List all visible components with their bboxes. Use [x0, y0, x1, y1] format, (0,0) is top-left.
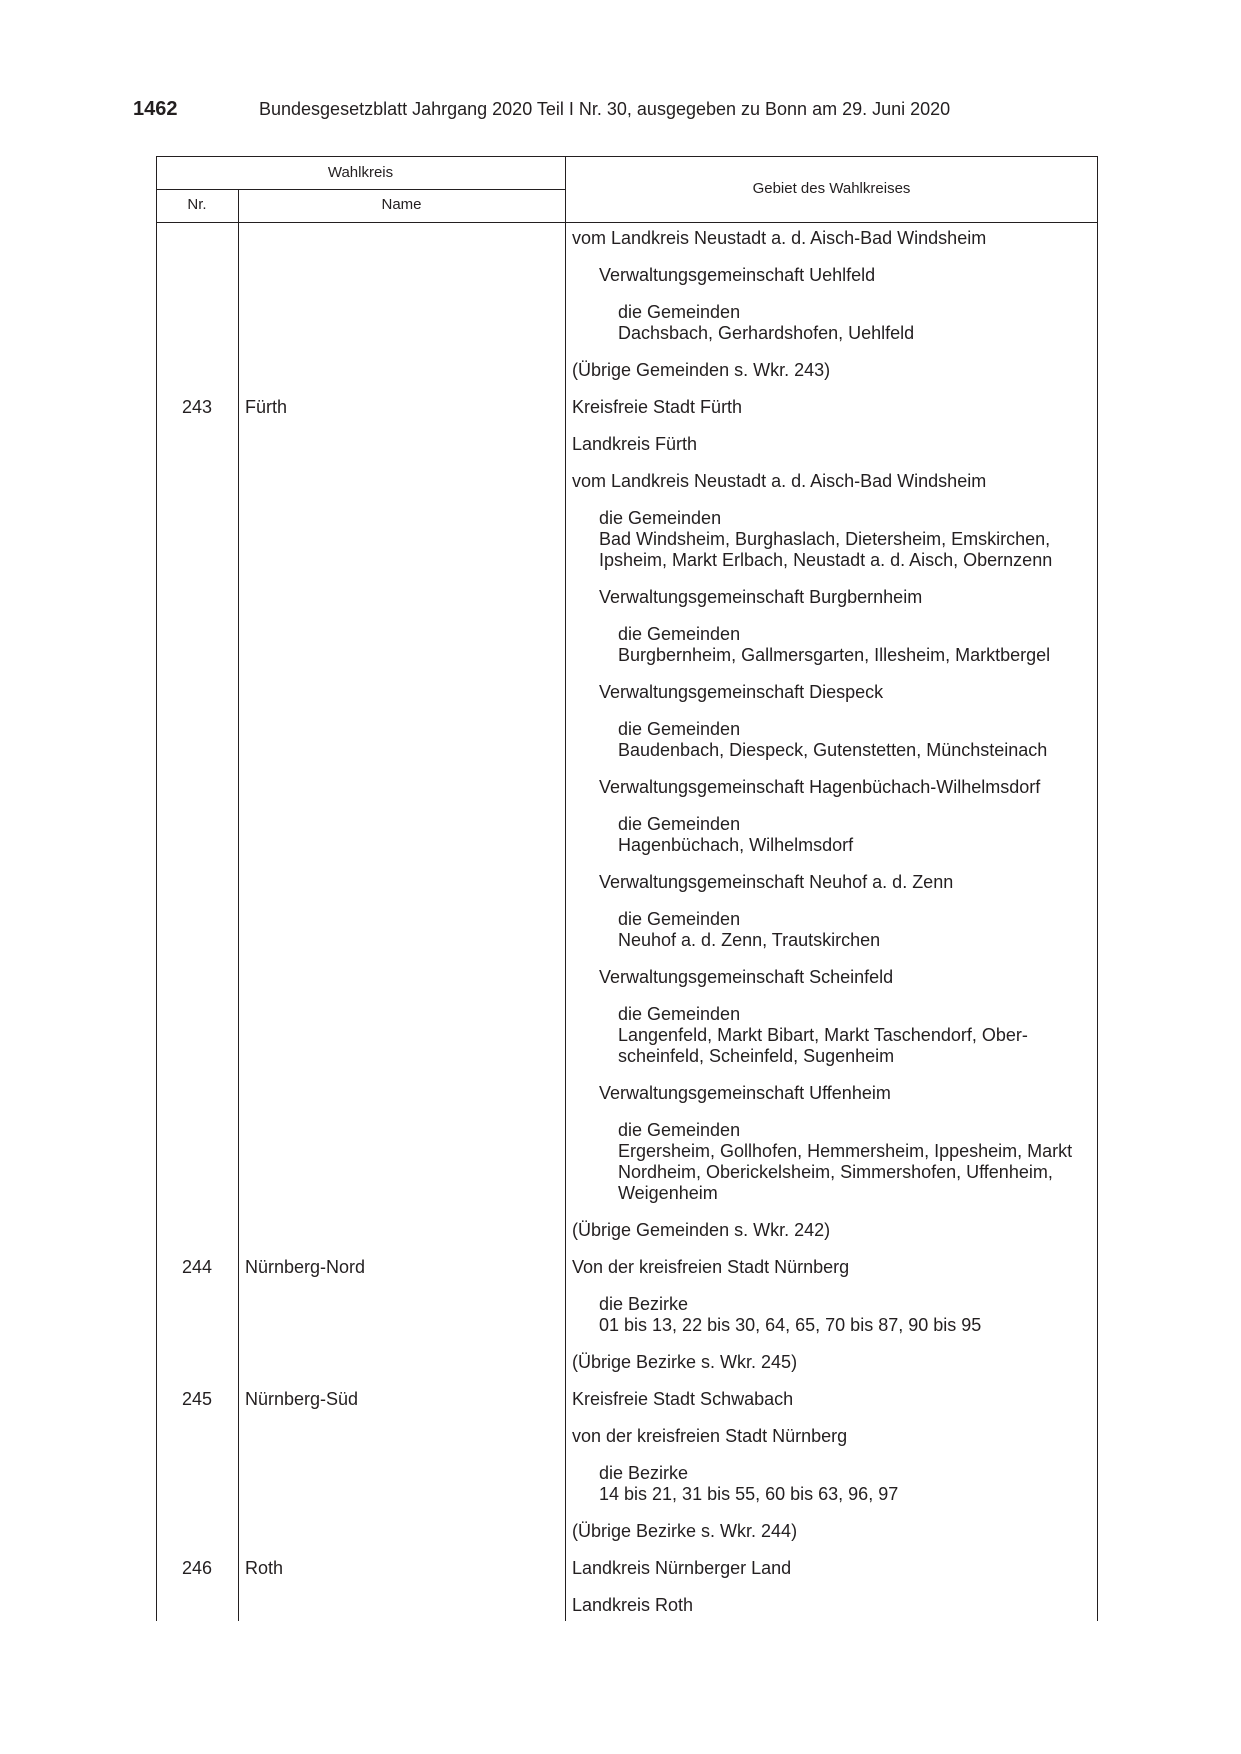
- area-line: die Gemeinden: [618, 1120, 741, 1140]
- area-line: Nordheim, Oberickelsheim, Simmershofen, Uffenheim,: [618, 1162, 1053, 1182]
- area-description: [572, 814, 1138, 856]
- area-description: [572, 624, 1138, 666]
- header-wahlkreis: Wahlkreis: [327, 164, 394, 181]
- area-description: [572, 228, 1092, 249]
- area-line: die Gemeinden: [618, 624, 741, 644]
- area-line: Dachsbach, Gerhardshofen, Uehlfeld: [618, 323, 915, 343]
- constituency-table: [156, 156, 1098, 1621]
- area-description: [572, 682, 1119, 703]
- area-line: die Bezirke: [599, 1463, 689, 1483]
- area-line: Ergersheim, Gollhofen, Hemmersheim, Ippesheim, Markt: [618, 1141, 1073, 1161]
- area-description: [572, 360, 1092, 381]
- header-bottom-rule: [156, 222, 1098, 223]
- area-description: [572, 1389, 1092, 1410]
- constituency-number: 244: [181, 1257, 213, 1277]
- area-line: Verwaltungsgemeinschaft Burgbernheim: [599, 587, 923, 607]
- area-description: [572, 471, 1092, 492]
- area-line: scheinfeld, Scheinfeld, Sugenheim: [618, 1046, 895, 1066]
- header-mid-rule: [156, 189, 565, 190]
- area-line: Verwaltungsgemeinschaft Neuhof a. d. Zenn: [599, 872, 954, 892]
- constituency-number: 243: [181, 397, 213, 417]
- area-line: vom Landkreis Neustadt a. d. Aisch-Bad Windsheim: [572, 471, 987, 491]
- area-line: 14 bis 21, 31 bis 55, 60 bis 63, 96, 97: [599, 1484, 899, 1504]
- area-line: Baudenbach, Diespeck, Gutenstetten, Münchsteinach: [618, 740, 1048, 760]
- area-line: die Gemeinden: [618, 814, 741, 834]
- area-line: Hagenbüchach, Wilhelmsdorf: [618, 835, 854, 855]
- area-description: [572, 302, 1138, 344]
- area-description: [572, 1083, 1119, 1104]
- area-description: [572, 434, 1092, 455]
- area-description: [572, 1463, 1119, 1505]
- area-line: (Übrige Bezirke s. Wkr. 244): [572, 1521, 798, 1541]
- table-top-rule: [156, 156, 1098, 157]
- area-description: [572, 719, 1138, 761]
- area-description: [572, 1004, 1138, 1067]
- area-line: (Übrige Gemeinden s. Wkr. 242): [572, 1220, 831, 1240]
- area-description: [572, 265, 1119, 286]
- constituency-number: 245: [181, 1389, 213, 1409]
- constituency-name: Roth: [245, 1558, 284, 1578]
- area-line: Kreisfreie Stadt Schwabach: [572, 1389, 794, 1409]
- journal-title: Bundesgesetzblatt Jahrgang 2020 Teil I Nr. 30, ausgegeben zu Bonn am 29. Juni 2020: [259, 99, 951, 119]
- constituency-number: 246: [181, 1558, 213, 1578]
- area-description: [572, 777, 1119, 798]
- area-line: Weigenheim: [618, 1183, 718, 1203]
- area-line: Verwaltungsgemeinschaft Uehlfeld: [599, 265, 876, 285]
- area-description: [572, 967, 1119, 988]
- area-line: die Bezirke: [599, 1294, 689, 1314]
- area-line: Bad Windsheim, Burghaslach, Dietersheim, Emskirchen,: [599, 529, 1051, 549]
- area-line: (Übrige Gemeinden s. Wkr. 243): [572, 360, 831, 380]
- area-description: [572, 1220, 1092, 1241]
- area-line: Verwaltungsgemeinschaft Scheinfeld: [599, 967, 894, 987]
- name-area-divider: [565, 156, 566, 1621]
- header-nr: Nr.: [187, 196, 207, 213]
- area-line: (Übrige Bezirke s. Wkr. 245): [572, 1352, 798, 1372]
- area-line: die Gemeinden: [618, 909, 741, 929]
- area-line: Landkreis Fürth: [572, 434, 698, 454]
- area-description: [572, 587, 1119, 608]
- area-line: Verwaltungsgemeinschaft Uffenheim: [599, 1083, 891, 1103]
- area-line: Landkreis Roth: [572, 1595, 694, 1615]
- area-description: [572, 1558, 1092, 1579]
- area-line: von der kreisfreien Stadt Nürnberg: [572, 1426, 848, 1446]
- nr-name-divider: [238, 189, 239, 1621]
- area-line: die Gemeinden: [618, 719, 741, 739]
- area-line: vom Landkreis Neustadt a. d. Aisch-Bad Windsheim: [572, 228, 987, 248]
- constituency-name: Nürnberg-Nord: [245, 1257, 366, 1277]
- area-description: [572, 1595, 1092, 1616]
- area-description: [572, 1426, 1092, 1447]
- area-line: Ipsheim, Markt Erlbach, Neustadt a. d. Aisch, Obernzenn: [599, 550, 1053, 570]
- area-description: [572, 1352, 1092, 1373]
- area-line: Kreisfreie Stadt Fürth: [572, 397, 743, 417]
- area-line: 01 bis 13, 22 bis 30, 64, 65, 70 bis 87, 90 bis 95: [599, 1315, 982, 1335]
- area-line: Langenfeld, Markt Bibart, Markt Taschendorf, Ober-: [618, 1025, 1028, 1045]
- area-line: Von der kreisfreien Stadt Nürnberg: [572, 1257, 850, 1277]
- area-line: die Gemeinden: [618, 302, 741, 322]
- area-line: die Gemeinden: [618, 1004, 741, 1024]
- constituency-name: Nürnberg-Süd: [245, 1389, 359, 1409]
- area-description: [572, 1294, 1119, 1336]
- header-name: Name: [381, 196, 422, 213]
- header-gebiet: Gebiet des Wahlkreises: [752, 180, 911, 197]
- page-number: 1462: [133, 98, 178, 120]
- area-line: Verwaltungsgemeinschaft Diespeck: [599, 682, 884, 702]
- area-line: Neuhof a. d. Zenn, Trautskirchen: [618, 930, 881, 950]
- page-header: [0, 98, 1241, 126]
- area-description: [572, 1257, 1092, 1278]
- area-line: die Gemeinden: [599, 508, 722, 528]
- area-description: [572, 1521, 1092, 1542]
- area-line: Verwaltungsgemeinschaft Hagenbüchach-Wilhelmsdorf: [599, 777, 1041, 797]
- area-description: [572, 1120, 1138, 1204]
- area-description: [572, 909, 1138, 951]
- area-line: Burgbernheim, Gallmersgarten, Illesheim, Marktbergel: [618, 645, 1051, 665]
- area-description: [572, 872, 1119, 893]
- constituency-name: Fürth: [245, 397, 288, 417]
- area-description: [572, 508, 1119, 571]
- area-line: Landkreis Nürnberger Land: [572, 1558, 792, 1578]
- area-description: [572, 397, 1092, 418]
